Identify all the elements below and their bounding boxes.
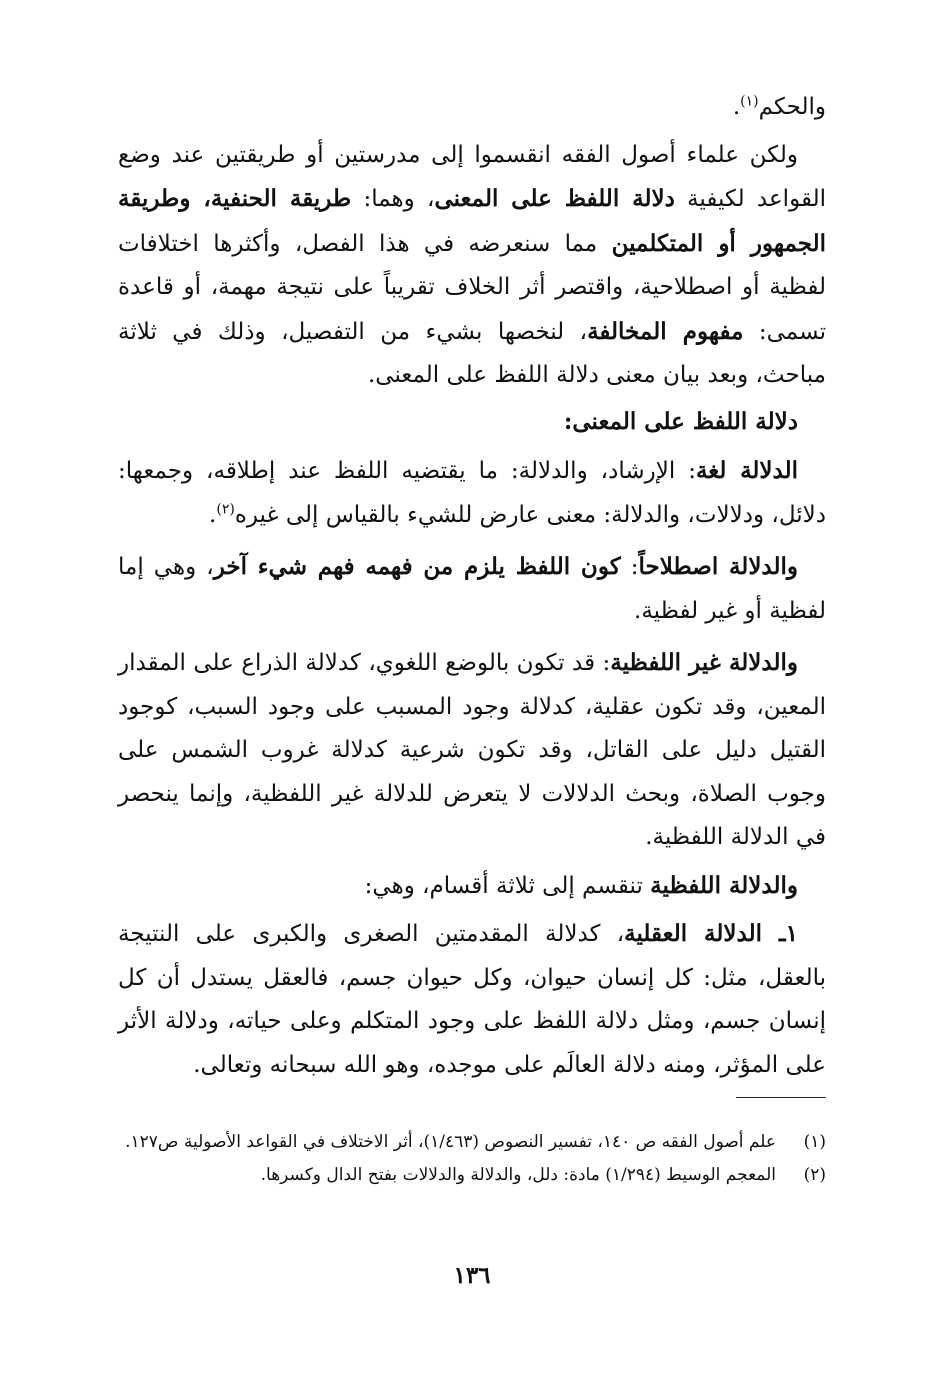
bold-term: دلالة اللفظ على المعنى: [434, 185, 675, 212]
footnote-text: المعجم الوسيط (١/٢٩٤) مادة: دلل، والدلالة والدلالات بفتح الدال وكسرها.: [260, 1165, 776, 1185]
paragraph-intro-continuation: والحكم$^{(١)}$.: [732, 93, 826, 120]
page-number: ١٣٦: [453, 1262, 491, 1289]
bold-term: كون اللفظ يلزم من فهمه فهم شيء آخر: [213, 553, 621, 580]
paragraph-schools: ولكن علماء أصول الفقه انقسموا إلى مدرستين أو طريقتين عند وضع القواعد لكيفية دلالة اللفظ على المعنى، وهما: طريقة الحنفية، وطريقة الجمهور أو المتكلمين مما سنعرضه في هذا الفصل، وأكثرها اختلافات لفظية أو اصطلاحية، واقتصر أثر الخلاف تقريباً على نتيجة مهمة، أو قاعدة تسمى: مفهوم المخالفة، لنخصها بشيء من التفصيل، وذلك في ثلاثة مباحث، وبعد بيان معنى دلالة اللفظ على المعنى.: [118, 141, 826, 388]
bold-term: مفهوم المخالفة: [587, 317, 744, 345]
footnote-2: [118, 1159, 826, 1192]
footnote-number: (٢): [803, 1165, 826, 1185]
bold-term: ١ـ الدلالة العقلية: [624, 920, 798, 947]
paragraph-non-verbal: والدلالة غير اللفظية: قد تكون بالوضع اللغوي، كدلالة الذراع على المقدار المعين، وقد تكون عقلية، كدلالة وجود المسبب على وجود السبب، كوجود القتيل دليل على القاتل، وقد تكون شرعية كدلالة غروب الشمس على وجوب الصلاة، وبحث الدلالات لا يتعرض للدلالة غير اللفظية، وإنما ينحصر في الدلالة اللفظية.: [118, 649, 826, 850]
footnotes: [118, 1126, 826, 1192]
section-heading: دلالة اللفظ على المعنى:: [563, 407, 798, 435]
footnote-ref-1[interactable]: (١): [740, 93, 759, 110]
paragraph-linguistic-definition: الدلالة لغة: الإرشاد، والدلالة: ما يقتضيه اللفظ عند إطلاقه، وجمعها: دلائل، ودلالات، والدلالة: معنى عارض للشيء بالقياس إلى غيره$^{(٢)}$.: [118, 457, 826, 528]
paragraph-verbal: والدلالة اللفظية تنقسم إلى ثلاثة أقسام، وهي:: [364, 871, 798, 899]
bold-term: والدلالة اللفظية: [650, 871, 798, 899]
footnote-number: (١): [803, 1132, 826, 1152]
bold-term: والدلالة غير اللفظية: [610, 649, 798, 676]
footnote-divider: [736, 1097, 826, 1098]
bold-term: والدلالة اصطلاحاً: [638, 553, 799, 580]
footnote-text: علم أصول الفقه ص ١٤٠، تفسير النصوص (١/٤٦٣)، أثر الاختلاف في القواعد الأصولية ص١٢٧.: [125, 1132, 776, 1152]
page-body: [118, 86, 826, 1087]
bold-term: الدلالة لغة: [695, 457, 798, 484]
paragraph-text: والحكم: [758, 94, 826, 120]
paragraph-rational: ١ـ الدلالة العقلية، كدلالة المقدمتين الصغرى والكبرى على النتيجة بالعقل، مثل: كل إنسان حيوان، وكل حيوان جسم، فالعقل يستدل أن كل إنسان جسم، ومثل دلالة اللفظ على وجود المتكلم وعلى حياته، ودلالة الأثر على المؤثر، ومنه دلالة العالَم على موجده، وهو الله سبحانه وتعالى.: [118, 920, 826, 1078]
footnote-1: [118, 1126, 826, 1159]
footnote-ref-2[interactable]: (٢): [216, 500, 235, 517]
bold-term: طريقة الحنفية، وطريقة الجمهور أو المتكلمين: [118, 185, 826, 257]
paragraph-technical-definition: والدلالة اصطلاحاً: كون اللفظ يلزم من فهمه فهم شيء آخر، وهي إما لفظية أو غير لفظية.: [118, 553, 826, 624]
